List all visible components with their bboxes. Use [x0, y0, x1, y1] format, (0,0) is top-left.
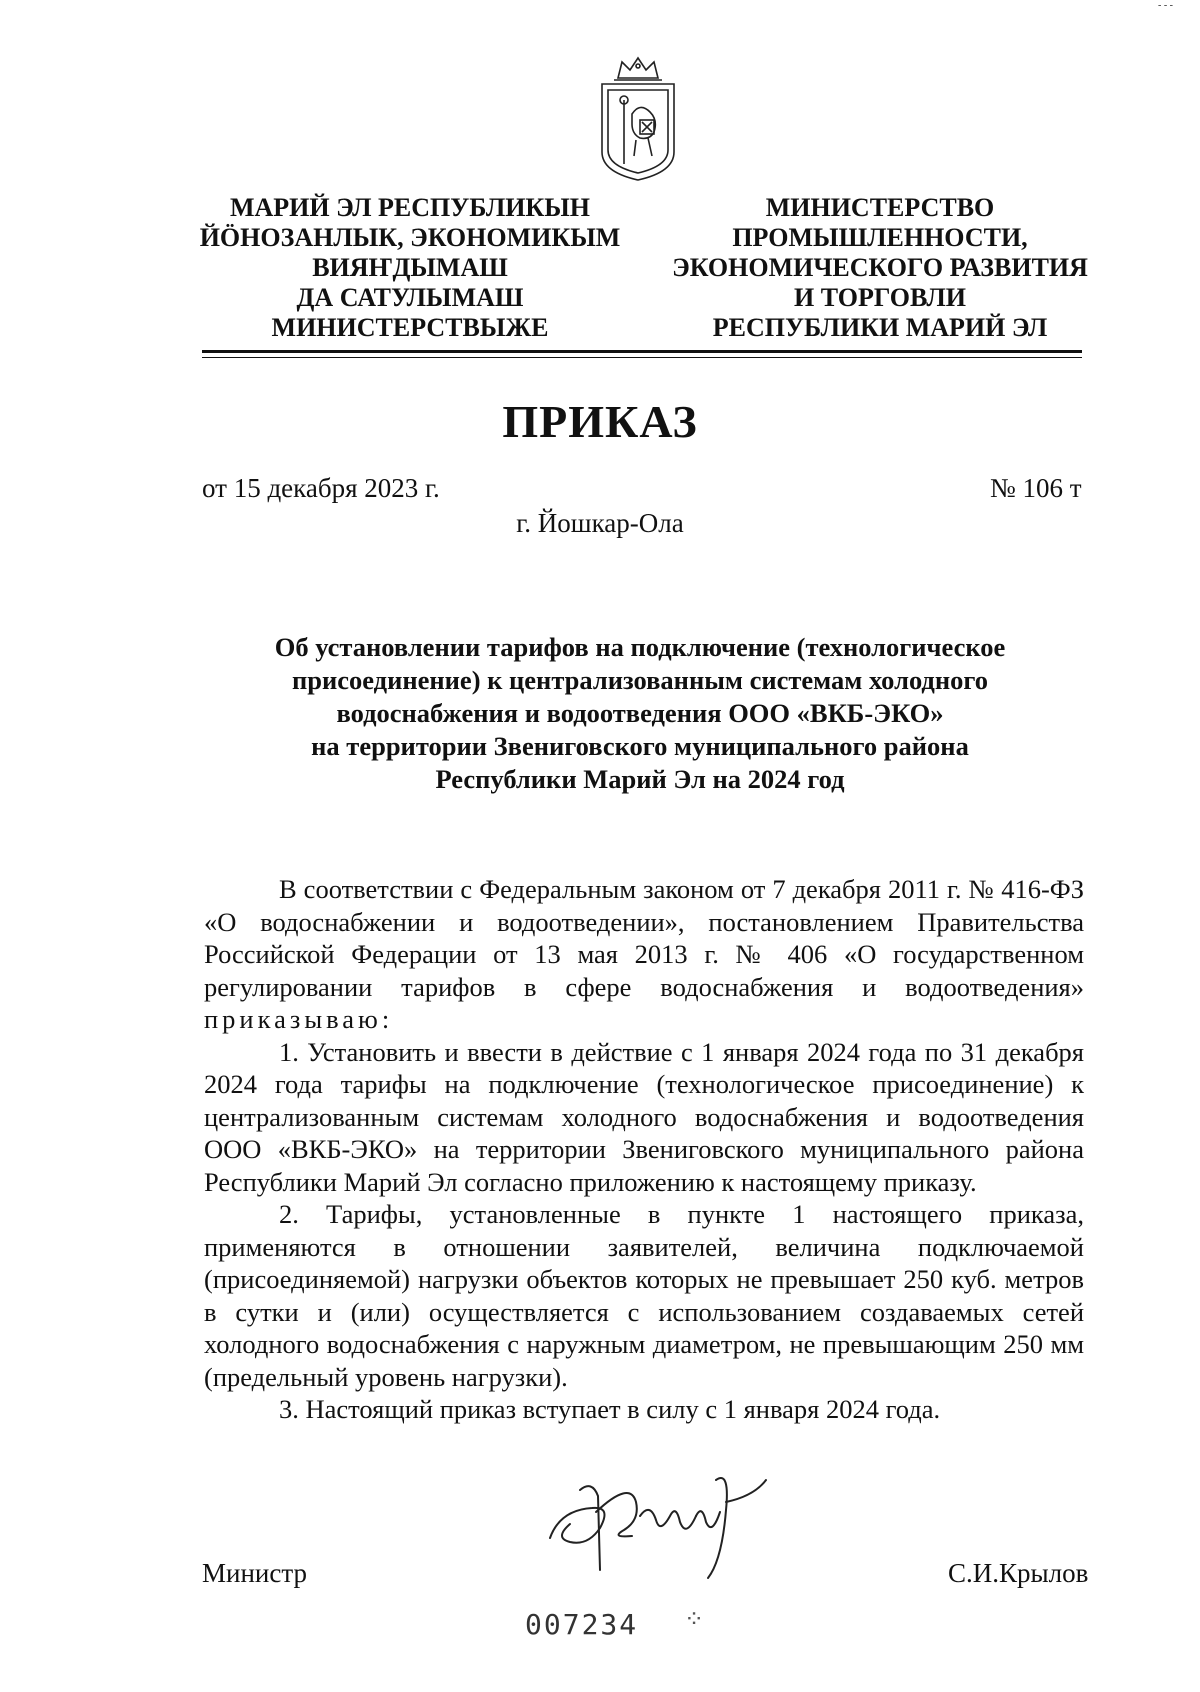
header-divider-thin: [202, 357, 1082, 358]
preamble-paragraph: [204, 873, 1084, 1036]
header-right-line: И ТОРГОВЛИ: [794, 283, 966, 312]
header-right-line: МИНИСТЕРСТВО: [765, 193, 995, 222]
ministry-name-mari: [190, 193, 630, 343]
header-left-line: ЙӦНОЗАНЛЫК, ЭКОНОМИКЫМ: [199, 223, 621, 252]
preamble-text: В соответствии с Федеральным законом от 7 декабря 2011 г. № 416-ФЗ «О водоснабжении и водоотведении», постановлением Правительства Российской Федерации от 13 мая 2013 г. № 406 «О государственном регулировании тарифов в сфере водоснабжения и водоотведения»: [204, 874, 1084, 1002]
document-title: ПРИКАЗ: [502, 396, 698, 447]
ministry-name-russian: [660, 193, 1100, 343]
coat-of-arms-icon: [596, 56, 680, 186]
order-item-2: 2. Тарифы, установленные в пункте 1 настоящего приказа, применяются в отношении заявителей, величина подключаемой (присоединяемой) нагрузки объектов которых не превышает 250 куб. метров в сутки и (или) осуществляется с использованием создаваемых сетей холодного водоснабжения с наружным диаметром, не превышающим 250 мм (предельный уровень нагрузки).: [204, 1199, 1084, 1392]
header-left-line: ДА САТУЛЫМАШ: [296, 283, 524, 312]
document-number: № 106 т: [990, 473, 1082, 503]
header-right-line: РЕСПУБЛИКИ МАРИЙ ЭЛ: [712, 313, 1048, 342]
order-word: приказываю:: [204, 1004, 394, 1034]
subject-line: водоснабжения и водоотведения ООО «ВКБ-ЭКО»: [336, 698, 944, 728]
header-right-line: ЭКОНОМИЧЕСКОГО РАЗВИТИЯ: [672, 253, 1088, 282]
document-date: от 15 декабря 2023 г.: [202, 473, 440, 503]
handwritten-signature: [540, 1450, 790, 1600]
signatory-name: С.И.Крылов: [948, 1558, 1089, 1588]
subject-line: присоединение) к централизованным системам холодного: [291, 665, 988, 695]
subject-line: Республики Марий Эл на 2024 год: [435, 764, 845, 794]
corner-mark: - - -: [1158, 0, 1173, 11]
header-divider-thick: [202, 350, 1082, 353]
header-left-line: МИНИСТЕРСТВЫЖЕ: [271, 313, 549, 342]
header-right-line: ПРОМЫШЛЕННОСТИ,: [732, 223, 1028, 252]
subject-line: Об установлении тарифов на подключение (технологическое: [274, 632, 1006, 662]
signatory-role: Министр: [202, 1558, 307, 1588]
document-city: г. Йошкар-Ола: [516, 508, 684, 538]
header-left-line: ВИЯҤДЫМАШ: [312, 253, 508, 282]
header-left-line: МАРИЙ ЭЛ РЕСПУБЛИКЫН: [229, 193, 591, 222]
document-body: [204, 873, 1084, 1426]
subject-line: на территории Звениговского муниципального района: [311, 731, 969, 761]
serial-number: 007234: [525, 1608, 639, 1641]
order-item-1: 1. Установить и ввести в действие с 1 января 2024 года по 31 декабря 2024 года тарифы на подключение (технологическое присоединение) к централизованным системам холодного водоснабжения и водоотведения ООО «ВКБ-ЭКО» на территории Звениговского муниципального района Республики Марий Эл согласно приложению к настоящему приказу.: [204, 1036, 1084, 1197]
document-subject: [200, 631, 1080, 796]
stamp-mark-icon: ⁘: [684, 1607, 705, 1633]
order-item-3: 3. Настоящий приказ вступает в силу с 1 января 2024 года.: [279, 1394, 941, 1424]
